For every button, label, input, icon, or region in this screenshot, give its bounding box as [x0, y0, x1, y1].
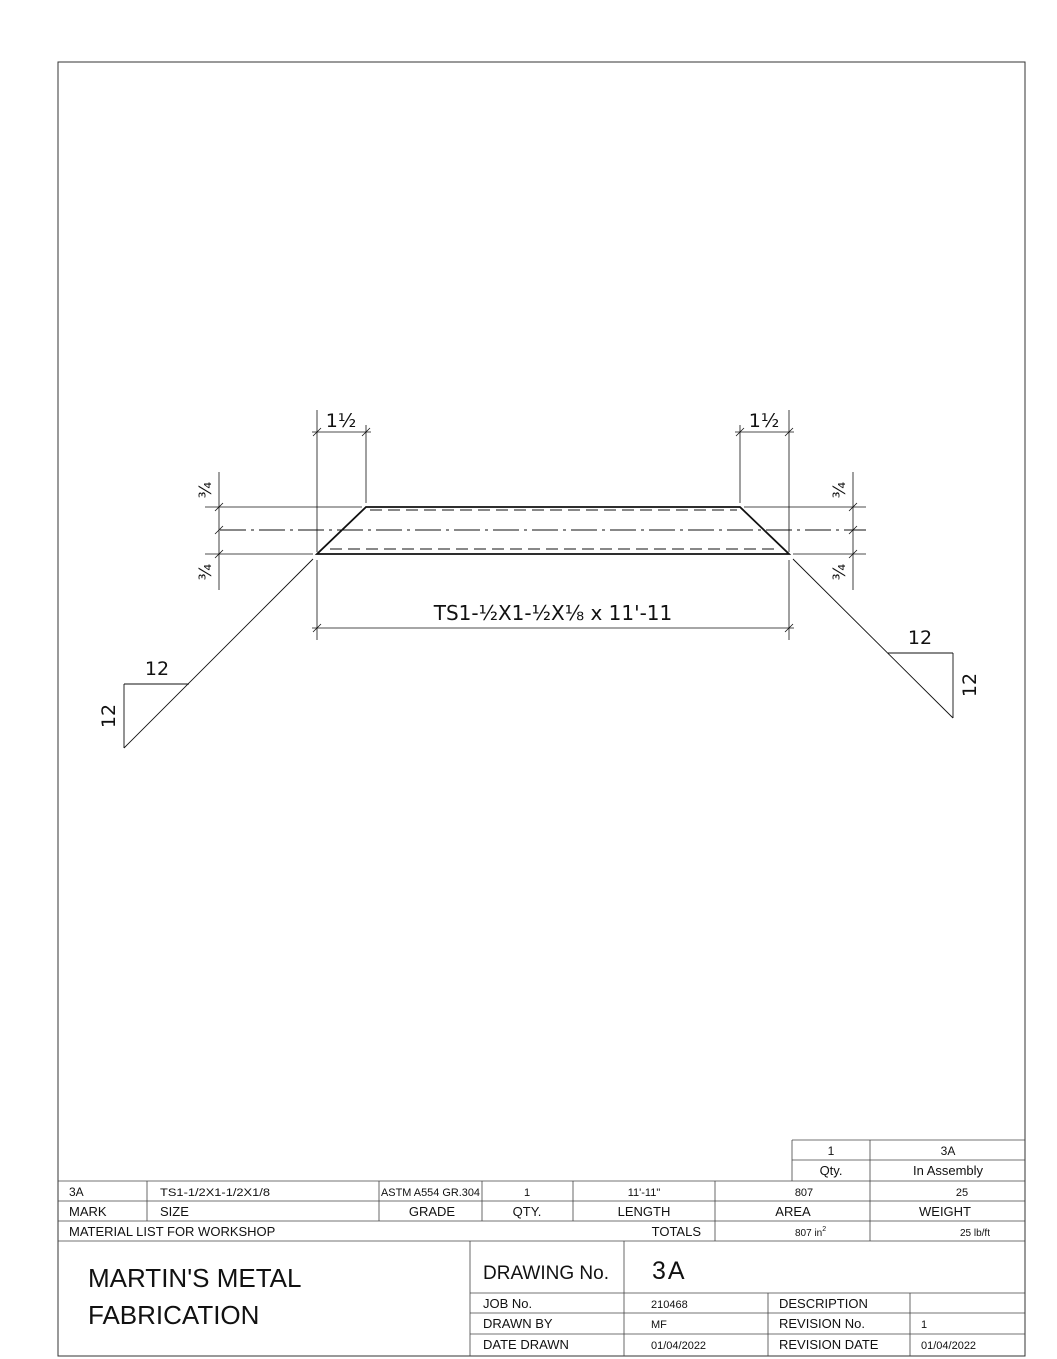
drawn-by-label: DRAWN BY — [483, 1316, 553, 1331]
job-no-value: 210468 — [651, 1299, 688, 1311]
offset-bottom-right-label: ¾ — [830, 563, 850, 581]
header-mark: MARK — [69, 1204, 107, 1219]
assembly-mark-label: In Assembly — [912, 1163, 984, 1178]
revision-date-value: 01/04/2022 — [921, 1340, 977, 1352]
total-weight: 25 lb/ft — [959, 1228, 990, 1239]
drawing-no-label: DRAWING No. — [483, 1263, 609, 1284]
header-area: AREA — [775, 1204, 811, 1219]
header-weight: WEIGHT — [919, 1204, 971, 1219]
date-drawn-value: 01/04/2022 — [651, 1340, 707, 1352]
member-outline — [317, 507, 789, 554]
material-list-title: MATERIAL LIST FOR WORKSHOP — [69, 1224, 276, 1239]
offset-bottom-left-label: ¾ — [196, 563, 216, 581]
header-grade: GRADE — [408, 1204, 456, 1219]
left-cut-width-label: 1½ — [325, 410, 357, 432]
totals-label: TOTALS — [651, 1224, 701, 1239]
left-slope-run-label: 12 — [144, 658, 170, 680]
revision-date-label: REVISION DATE — [779, 1337, 879, 1352]
total-area: 807 $in^2$ — [795, 1226, 827, 1239]
assembly-qty-label: Qty. — [819, 1163, 843, 1178]
right-slope-run-label: 12 — [907, 627, 933, 649]
row-size: TS1-1/2X1-1/2X1/8 — [160, 1187, 270, 1199]
revision-no-value: 1 — [921, 1319, 928, 1331]
row-area: 807 — [794, 1187, 814, 1199]
drawn-by-value: MF — [651, 1319, 667, 1331]
offset-top-right-label: ¾ — [830, 481, 850, 499]
row-grade: ASTM A554 GR.304 — [381, 1187, 480, 1199]
right-slope-rise-label: 12 — [959, 672, 981, 698]
description-label: DESCRIPTION — [779, 1296, 868, 1311]
assembly-qty-value: 1 — [827, 1144, 835, 1158]
row-mark: 3A — [69, 1185, 84, 1199]
sheet-border — [58, 62, 1025, 1356]
job-no-label: JOB No. — [483, 1296, 533, 1311]
offset-top-left-label: ¾ — [196, 481, 216, 499]
header-length: LENGTH — [617, 1204, 671, 1219]
row-qty: 1 — [523, 1187, 531, 1199]
assembly-mark-value: 3A — [940, 1144, 956, 1158]
row-weight: 25 — [955, 1187, 969, 1199]
member-drawing — [124, 410, 953, 748]
right-cut-width-label: 1½ — [748, 410, 780, 432]
member-size-label: TS1-½X1-½X⅛ x 11'-11 — [433, 601, 673, 625]
company-name-line1: MARTIN'S METAL — [88, 1263, 302, 1293]
date-drawn-label: DATE DRAWN — [483, 1337, 569, 1352]
row-length: 11'-11" — [627, 1187, 661, 1199]
drawing-no-value: 3A — [652, 1257, 687, 1285]
header-qty: QTY. — [512, 1204, 542, 1219]
header-size: SIZE — [160, 1204, 189, 1219]
left-slope-rise-label: 12 — [98, 703, 120, 729]
company-name-line2: FABRICATION — [88, 1300, 260, 1330]
revision-no-label: REVISION No. — [779, 1316, 865, 1331]
